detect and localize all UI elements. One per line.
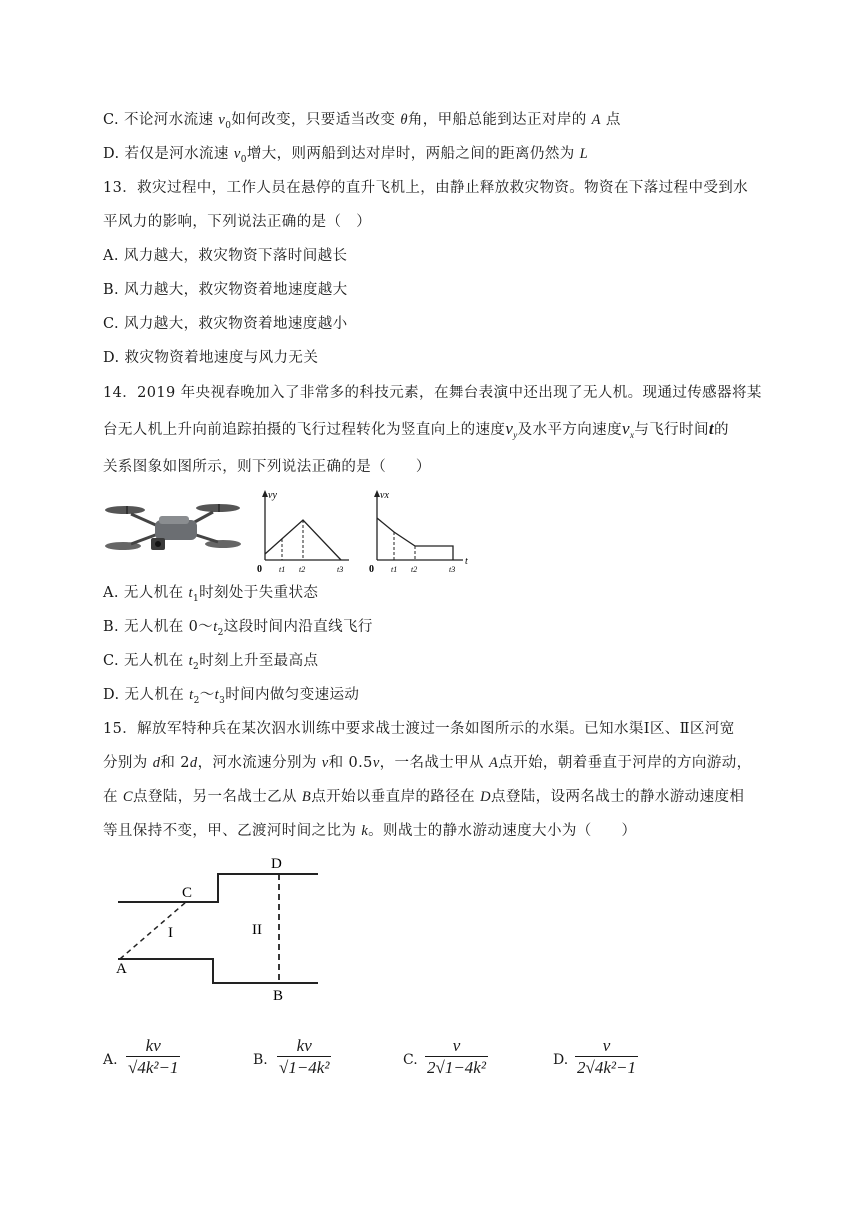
q15-option-b-fraction: $\frac{kv}{\text{√1−4k²}}$ [279, 1036, 330, 1077]
tick-t2: t2 [299, 565, 306, 574]
q15-option-a-fraction: $\frac{kv}{\text{√4k²−1}}$ [128, 1036, 179, 1077]
tick-t1: t1 [279, 565, 286, 574]
point-d-label: D [271, 856, 282, 872]
q13-option-a: A. 风力越大，救灾物资下落时间越长 [103, 248, 348, 264]
q12-option-d: D. 若仅是河水流速 $v_0$增大，则两船到达对岸时，两船之间的距离仍然为 L [103, 146, 589, 165]
q14-stem-line3: 关系图象如图所示，则下列说法正确的是（ ） [103, 459, 431, 475]
q14-option-b: B. 无人机在 $0\sim t_2$这段时间内沿直线飞行 [103, 619, 373, 638]
canal-diagram [108, 852, 328, 1012]
q13-option-c: C. 风力越大，救灾物资着地速度越小 [103, 316, 348, 332]
q15-stem-line2: 分别为 d和 2d，河水流速分别为 v和 0.5v，一名战士甲从 A点开始，朝着垂直于河岸的方向游动， [103, 755, 752, 771]
q15-option-d-label: D. [553, 1052, 569, 1068]
q15-stem-line1: 15．解放军特种兵在某次泅水训练中要求战士渡过一条如图所示的水渠。已知水渠Ⅰ区、Ⅱ区河宽 [103, 721, 735, 737]
q13-option-b: B. 风力越大，救灾物资着地速度越大 [103, 282, 348, 298]
origin-label: 0 [257, 564, 262, 574]
vx-t-graph [365, 488, 475, 574]
tick-t3: t3 [337, 565, 344, 574]
vx-axis-label: vx [380, 490, 389, 501]
q12-option-c: C. 不论河水流速 $v_0$如何改变，只要适当改变 θ角，甲船总能到达正对岸的 A 点 [103, 112, 621, 131]
q15-option-d-fraction: $\frac{v}{\text{2√4k²−1}}$ [577, 1036, 636, 1077]
drone-image [103, 496, 243, 568]
q14-stem-line1: 14．2019 年央视春晚加入了非常多的科技元素，在舞台表演中还出现了无人机。现通过传感器将某 [103, 385, 762, 401]
vy-axis-label: vy [268, 490, 277, 501]
tick-t2: t2 [411, 565, 418, 574]
q15-option-a-label: A. [103, 1052, 118, 1068]
point-a-label: A [116, 961, 127, 977]
q14-option-d: D. 无人机在 $t_2\sim t_3$时间内做匀变速运动 [103, 687, 360, 706]
q14-stem-line2: 台无人机上升向前追踪拍摄的飞行过程转化为竖直向上的速度$v_y$及水平方向速度$v_x$与飞行时间t的 [103, 419, 729, 440]
origin-label: 0 [369, 564, 374, 574]
q14-option-c: C. 无人机在 $t_2$时刻上升至最高点 [103, 653, 319, 672]
zone-1-label: I [168, 925, 173, 941]
q15-option-c-fraction: $\frac{v}{\text{2√1−4k²}}$ [427, 1036, 486, 1077]
q15-stem-line3: 在 C点登陆，另一名战士乙从 B点开始以垂直岸的路径在 D点登陆，设两名战士的静水游动速度相 [103, 789, 745, 805]
point-c-label: C [182, 885, 193, 901]
point-b-label: B [273, 988, 284, 1004]
q13-stem-line1: 13．救灾过程中，工作人员在悬停的直升飞机上，由静止释放救灾物资。物资在下落过程中受到水 [103, 180, 749, 196]
t-axis-label: t [465, 556, 468, 567]
q13-option-d: D. 救灾物资着地速度与风力无关 [103, 350, 319, 366]
tick-t3: t3 [449, 565, 456, 574]
q15-stem-line4: 等且保持不变，甲、乙渡河时间之比为 k。则战士的静水游动速度大小为（ ） [103, 823, 637, 839]
q15-option-c-label: C. [403, 1052, 418, 1068]
q13-stem-line2: 平风力的影响，下列说法正确的是（ ） [103, 214, 372, 230]
vy-t-graph [253, 488, 353, 574]
zone-2-label: II [252, 922, 262, 938]
tick-t1: t1 [391, 565, 398, 574]
q15-option-b-label: B. [253, 1052, 268, 1068]
q14-option-a: A. 无人机在 $t_1$时刻处于失重状态 [103, 585, 319, 604]
